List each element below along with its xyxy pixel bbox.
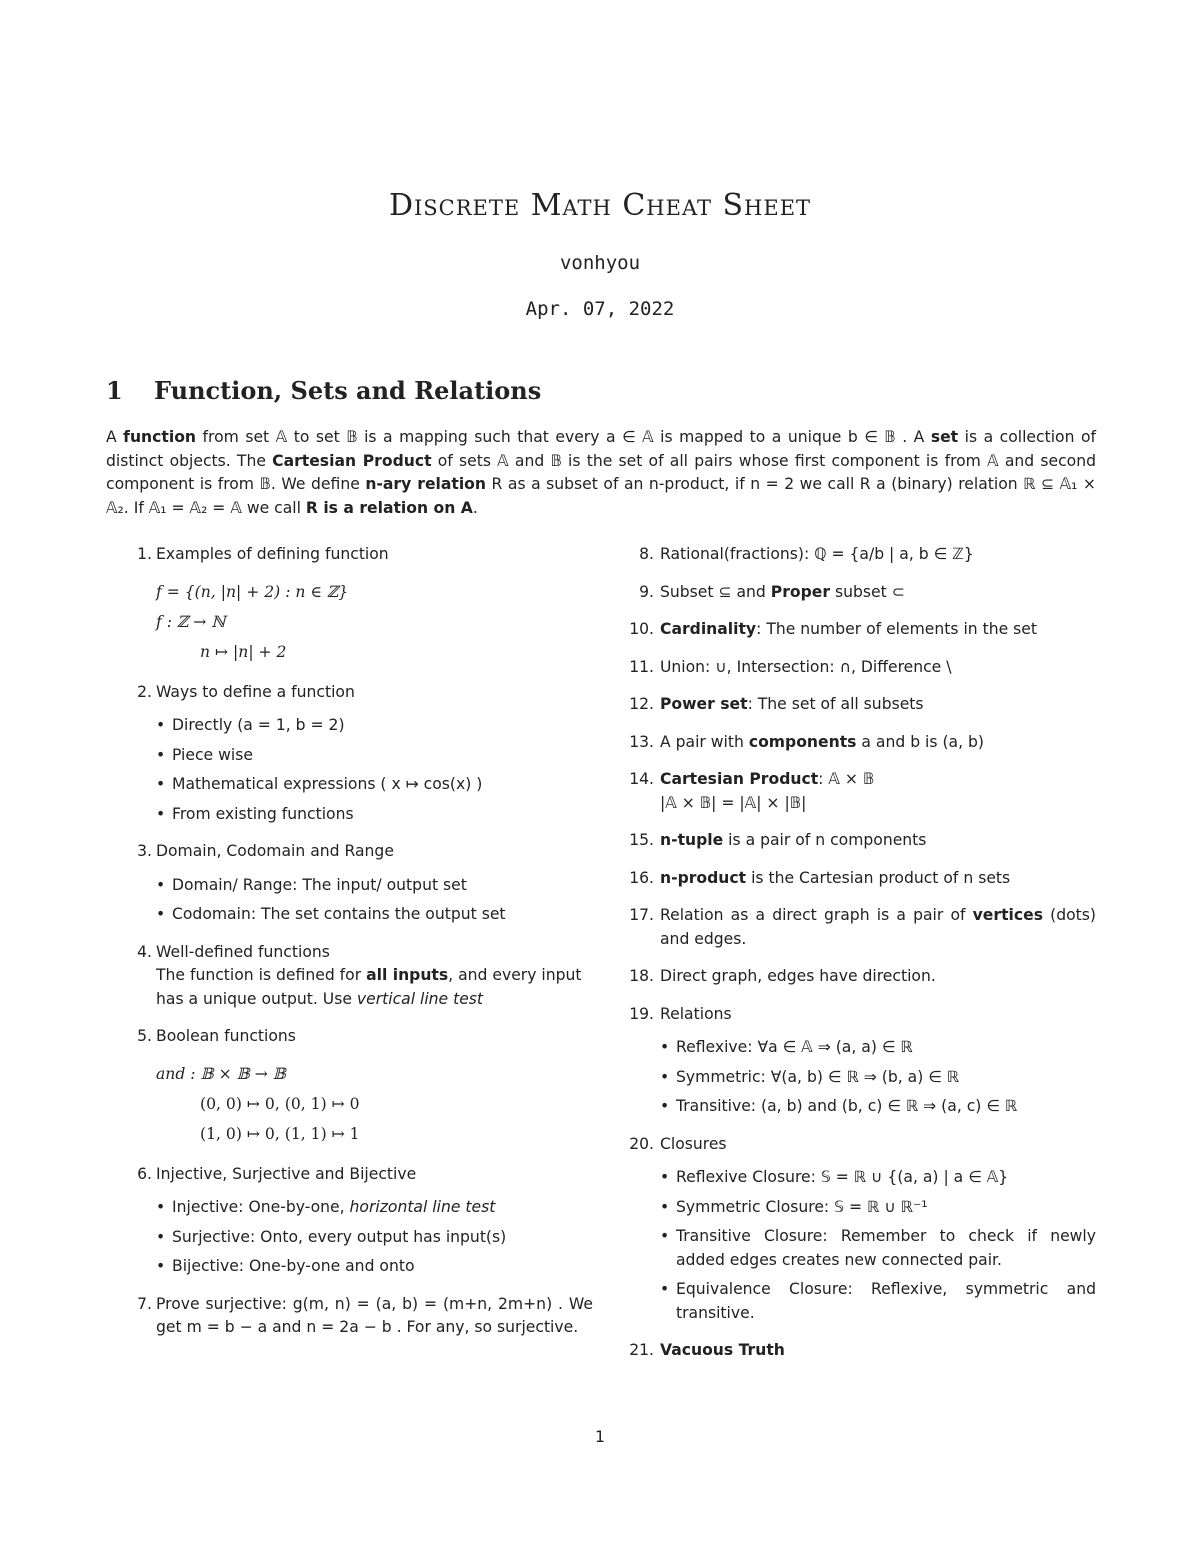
right-column [622,543,1096,1377]
item-keyword: Power set [660,695,748,713]
item-number: 5. [137,1027,152,1045]
math-line: and : 𝔹 × 𝔹 → 𝔹 [156,1064,286,1083]
list-item [622,581,1096,605]
bullet-item [156,1196,593,1220]
bullet-emphasis: horizontal line test [349,1198,496,1216]
math-line: f : ℤ → ℕ [156,612,226,631]
item-number: 12. [629,695,654,713]
list-item [128,840,593,927]
item-text: : The number of elements in the set [756,620,1038,638]
bullet-item: • Domain/ Range: The input/ output set [156,874,593,898]
item-text: : 𝔸 × 𝔹 [818,770,875,788]
item-keyword: components [748,732,857,751]
list-item [128,543,593,667]
document-title: Discrete Math Cheat Sheet [388,188,812,223]
item-detail [156,964,593,1011]
bullet-item: • Transitive: (a, b) and (b, c) ∈ ℝ ⇒ (a, c) ∈ ℝ [660,1095,1096,1119]
item-number: 1. [137,545,152,563]
intro-text: from set 𝔸 to set 𝔹 is a mapping such that every a ∈ 𝔸 is mapped to a unique b ∈ 𝔹 . A [196,428,931,446]
intro-text: of sets 𝔸 and 𝔹 is the set of all pairs whose first component is from 𝔸 and second component is from 𝔹. We define [106,451,1096,493]
list-item [622,693,1096,717]
item-number: 20. [629,1134,654,1153]
list-item [128,941,593,1012]
section-title: Function, Sets and Relations [154,376,542,405]
item-number: 10. [629,620,654,638]
intro-text: R as a subset of an n-product, if n = 2 we call R a (binary) relation ℝ ⊆ 𝔸₁ × 𝔸₂. If 𝔸₁ = 𝔸₂ = 𝔸 we call [106,475,1096,517]
item-text: subset ⊂ [830,582,905,601]
item-text: Well-defined functions [156,942,330,961]
bullet-item: • From existing functions [156,803,593,827]
math-block [156,1059,593,1149]
list-item [128,681,593,827]
math-line: f = {(n, |n| + 2) : n ∈ ℤ} [156,582,349,601]
detail-keyword: all inputs [366,966,449,984]
intro-text: . [472,498,478,517]
detail-emphasis: vertical line test [356,989,484,1008]
list-item [622,656,1096,680]
item-text: Injective, Surjective and Bijective [156,1164,417,1183]
bullet-item: • Bijective: One-by-one and onto [156,1255,593,1279]
item-keyword: vertices [972,906,1043,924]
item-number: 3. [137,842,152,860]
item-number: 16. [629,868,654,887]
item-text: : The set of all subsets [747,695,924,713]
item-number: 8. [639,545,654,563]
list-item [622,867,1096,891]
item-text: Relations [660,1004,732,1023]
item-text: is a pair of n components [723,831,927,849]
bullet-list [660,1166,1096,1325]
item-text: Ways to define a function [156,682,355,701]
list-item [622,768,1096,815]
list-item [128,1025,593,1149]
item-text: A pair with [660,732,749,751]
list-item [622,1133,1096,1326]
bullet-item: • Transitive Closure: Remember to check if newly added edges creates new connected pair. [660,1225,1096,1272]
item-number: 14. [629,770,654,788]
item-number: 4. [137,942,152,961]
intro-keyword: R is a relation on A [305,498,473,517]
author: vonhyou [559,252,641,274]
list-item [128,1163,593,1279]
bullet-text: Injective: One-by-one, [172,1198,350,1216]
bullet-item: • Reflexive: ∀a ∈ 𝔸 ⇒ (a, a) ∈ ℝ [660,1036,1096,1060]
item-keyword: Proper [770,582,831,601]
item-number: 17. [629,906,654,924]
item-text: Domain, Codomain and Range [156,842,394,860]
item-text: Relation as a direct graph is a pair of [660,906,973,924]
item-text: Subset ⊆ and [660,582,771,601]
list-item [622,965,1096,989]
item-keyword: n-product [660,868,747,887]
bullet-list [660,1036,1096,1119]
item-formula: |𝔸 × 𝔹| = |𝔸| × |𝔹| [660,793,807,812]
intro-paragraph [106,426,1096,520]
item-number: 19. [629,1004,654,1023]
item-text: Union: ∪, Intersection: ∩, Difference \ [660,657,952,676]
list-item [622,618,1096,642]
list-item [128,1293,593,1340]
list-item [622,904,1096,951]
item-number: 15. [629,831,654,849]
item-number: 13. [629,732,654,751]
page-number: 1 [595,1428,605,1446]
intro-text: A [106,428,124,446]
list-item [622,829,1096,853]
list-item [622,1003,1096,1119]
bullet-list [156,874,593,927]
item-keyword: Cardinality [660,620,757,638]
math-line: (1, 0) ↦ 0, (1, 1) ↦ 1 [200,1124,360,1143]
list-item [622,1339,1096,1363]
item-text: is the Cartesian product of n sets [746,868,1011,887]
item-number: 2. [137,682,152,701]
item-number: 7. [137,1294,152,1313]
item-text: Closures [660,1134,727,1153]
item-text: Boolean functions [156,1027,296,1045]
item-text: (dots) and edges. [660,906,1096,948]
item-number: 9. [639,582,654,601]
item-number: 6. [137,1164,152,1183]
bullet-item: • Codomain: The set contains the output set [156,903,593,927]
bullet-item: • Reflexive Closure: 𝕊 = ℝ ∪ {(a, a) | a ∈ 𝔸} [660,1166,1096,1190]
bullet-item: • Symmetric Closure: 𝕊 = ℝ ∪ ℝ⁻¹ [660,1196,1096,1220]
bullet-item: • Surjective: Onto, every output has input(s) [156,1226,593,1250]
item-text: a and b is (a, b) [856,732,985,751]
math-line: (0, 0) ↦ 0, (0, 1) ↦ 0 [200,1094,360,1113]
bullet-item: • Directly (a = 1, b = 2) [156,714,593,738]
bullet-list [156,1196,593,1279]
item-keyword: Cartesian Product [660,770,819,788]
intro-keyword: n-ary relation [365,475,487,493]
list-item [622,543,1096,567]
math-block [156,577,593,667]
list-item [622,731,1096,755]
bullet-item: • Equivalence Closure: Reflexive, symmetric and transitive. [660,1278,1096,1325]
section-number: 1 [106,376,123,405]
item-text: Rational(fractions): ℚ = {a/b | a, b ∈ ℤ} [660,545,974,563]
intro-keyword: function [123,428,197,446]
detail-text: , and every input has a unique output. Use [156,966,582,1008]
math-line: n ↦ |n| + 2 [200,642,287,661]
item-number: 21. [629,1341,654,1359]
item-number: 11. [629,657,654,676]
left-column [128,543,593,1354]
item-keyword: Vacuous Truth [660,1341,785,1359]
item-text: Direct graph, edges have direction. [660,967,936,985]
item-text: Examples of defining function [156,545,389,563]
date: Apr. 07, 2022 [525,298,675,320]
section-heading [106,376,541,405]
bullet-item: • Mathematical expressions ( x ↦ cos(x) ) [156,773,593,797]
bullet-item: • Piece wise [156,744,593,768]
intro-keyword: Cartesian Product [272,451,432,470]
bullet-list [156,714,593,826]
bullet-item: • Symmetric: ∀(a, b) ∈ ℝ ⇒ (b, a) ∈ ℝ [660,1066,1096,1090]
intro-keyword: set [930,428,959,446]
detail-text: The function is defined for [156,966,367,984]
item-text: Prove surjective: g(m, n) = (a, b) = (m+n, 2m+n) . We get m = b − a and n = 2a − b . For any, so surjective. [156,1294,593,1336]
item-number: 18. [629,967,654,985]
intro-text: is a collection of distinct objects. The [106,428,1097,470]
item-keyword: n-tuple [660,831,724,849]
